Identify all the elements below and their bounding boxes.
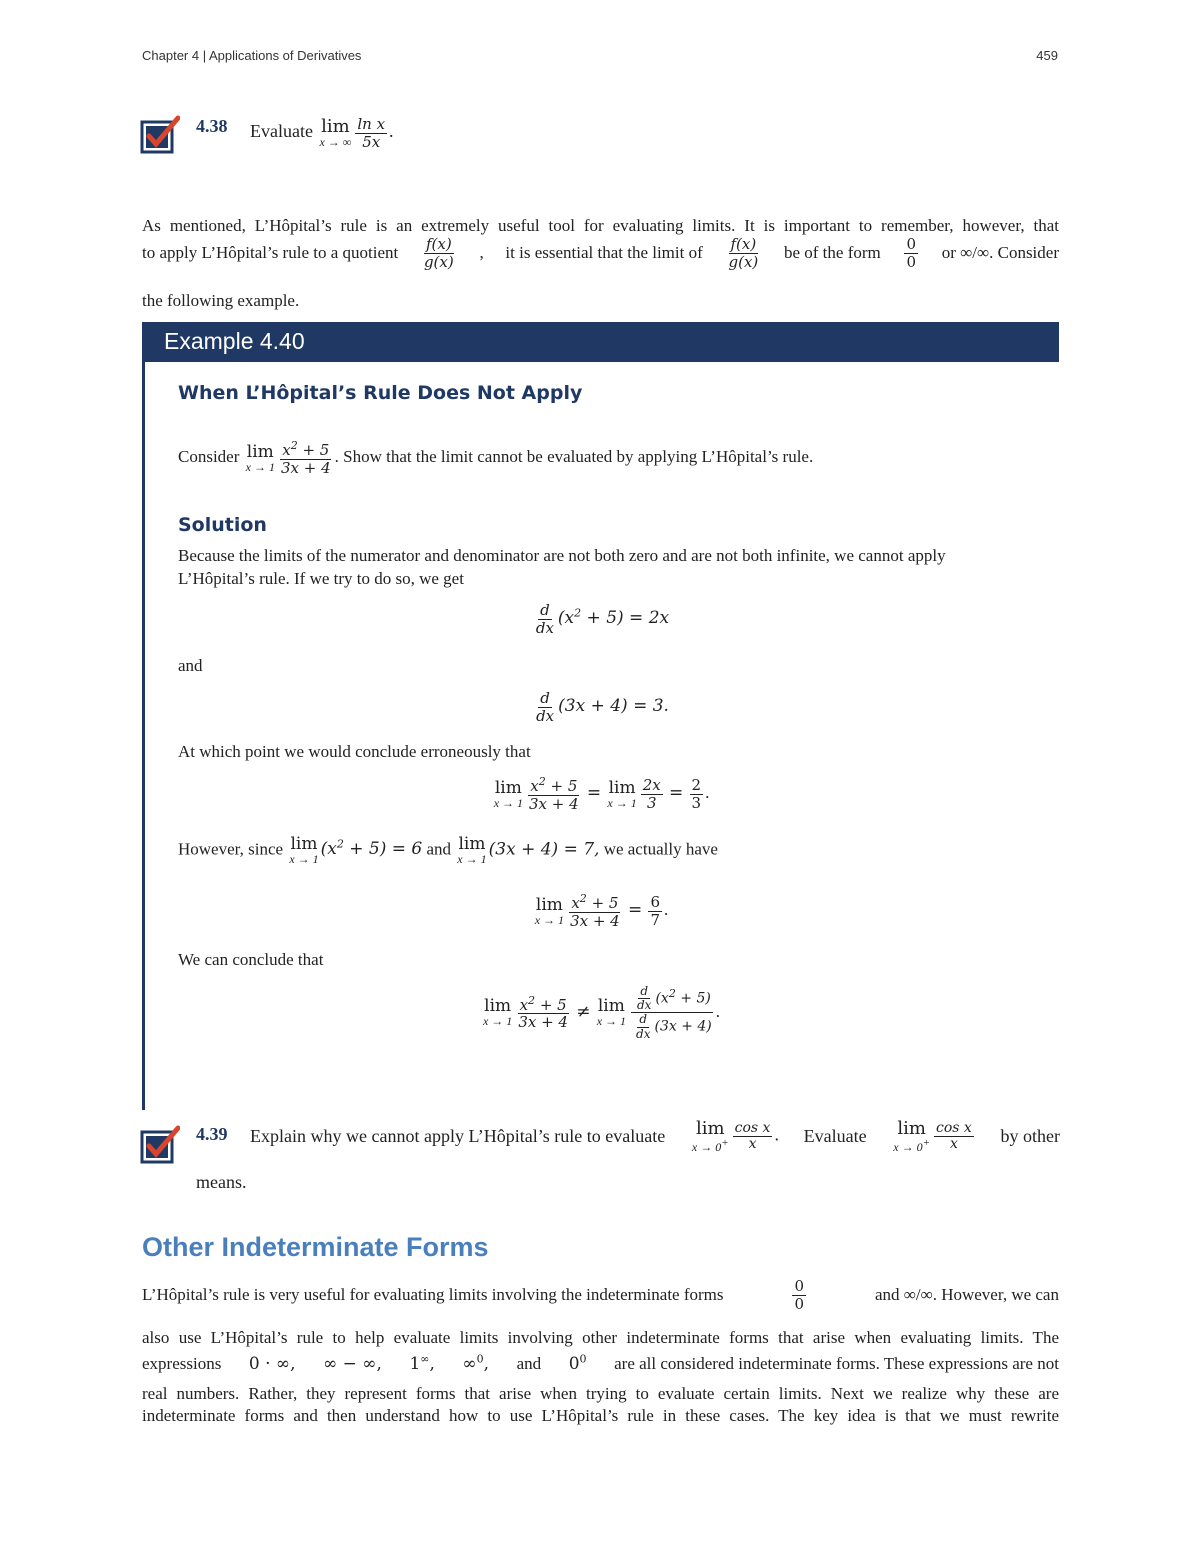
section-line-1: L’Hôpital’s rule is very useful for evaluating limits involving the indeterminate forms $\frac{0}{0}$ and ∞/∞. However, we can — [142, 1277, 1059, 1313]
example-label: Example 4.40 — [164, 328, 305, 354]
checkpoint-number: 4.39 — [196, 1124, 228, 1144]
section-line-5: indeterminate forms and then understand how to use L’Hôpital’s rule in these cases. The key idea is that we must rewrite — [142, 1406, 1059, 1425]
checkpoint-icon — [140, 1124, 180, 1164]
example-header-bar — [142, 322, 1059, 362]
equation-derivative-denominator: $\frac{d}{dx}$ (3x + 4) = 3. — [536, 689, 669, 725]
checkpoint-number: 4.38 — [196, 116, 228, 136]
intro-line-1: As mentioned, L’Hôpital’s rule is an extremely useful tool for evaluating limits. It is important to remember, however, that — [142, 216, 1059, 235]
section-line-4: real numbers. Rather, they represent forms that arise when trying to evaluate certain limits. Next we realize why these are — [142, 1384, 1059, 1403]
equation-derivative-numerator: $\frac{d}{dx}$ $(x^2 + 5) = 2x$ — [535, 601, 670, 637]
section-line-2: also use L’Hôpital’s rule to help evaluate limits involving other indeterminate forms that arise when evaluating limits. The — [142, 1328, 1059, 1347]
running-header: Chapter 4 | Applications of Derivatives — [142, 48, 362, 63]
we-conclude-text: We can conclude that — [178, 950, 324, 969]
checkpoint-icon — [140, 114, 180, 154]
checkpoint-439-line-1: Explain why we cannot apply L’Hôpital’s rule to evaluate lim x → 0+ $\frac{\text{cos x}}{x}$ . Evaluate lim x → 0+ $\frac{\text{cos x}}{x}$ by other — [250, 1118, 1060, 1154]
checkpoint-text: Evaluate lim x → ∞ $\frac{\text{ln x}}{5x}$ . — [250, 115, 394, 151]
example-left-rule — [142, 362, 145, 1110]
intro-line-2: to apply L’Hôpital’s rule to a quotient $\frac{f(x)}{g(x)}$ , it is essential that the limit of $\frac{f(x)}{g(x)}$ be of the form $\frac{0}{0}$ or ∞/∞. Consider — [142, 235, 1059, 271]
and-text: and — [178, 656, 203, 675]
equation-not-equal: lim x → 1 $\frac{x^2 + 5}{3x + 4}$ ≠ lim x → 1 $\frac{d}{dx}$ $(x^2 + 5)$ $\frac{d}{dx}$ (3x + 4) . — [482, 984, 721, 1041]
example-problem: Consider lim x → 1 $\frac{x^2 + 5}{3x + 4}$ . Show that the limit cannot be evaluated by applying L’Hôpital’s rule. — [178, 439, 814, 477]
however-since-line: However, since lim x → 1 $(x^2 + 5) = 6$ and lim x → 1 (3x + 4) = 7, we actually have — [178, 834, 718, 866]
equation-actual-limit: lim x → 1 $\frac{x^2 + 5}{3x + 4}$ = $\frac{6}{7}$ . — [534, 892, 669, 930]
solution-heading: Solution — [178, 514, 267, 536]
equation-erroneous: lim x → 1 $\frac{x^2 + 5}{3x + 4}$ = lim x → 1 $\frac{2x}{3}$ = $\frac{2}{3}$ . — [493, 775, 710, 813]
section-line-3: expressions 0 · ∞, ∞ − ∞, 1∞, ∞$^0$, and $0^0$ are all considered indeterminate forms. These expressions are not — [142, 1352, 1059, 1374]
intro-line-3: the following example. — [142, 291, 300, 310]
section-title: Other Indeterminate Forms — [142, 1232, 489, 1262]
checkpoint-439-line-2: means. — [196, 1172, 247, 1192]
example-title: When L’Hôpital’s Rule Does Not Apply — [178, 382, 583, 404]
page-number: 459 — [1036, 48, 1058, 63]
conclude-erroneous-text: At which point we would conclude erroneously that — [178, 742, 531, 761]
solution-text: Because the limits of the numerator and denominator are not both zero and are not both infinite, we cannot apply L’Hôpital’s rule. If we try to do so, we get — [178, 546, 946, 588]
